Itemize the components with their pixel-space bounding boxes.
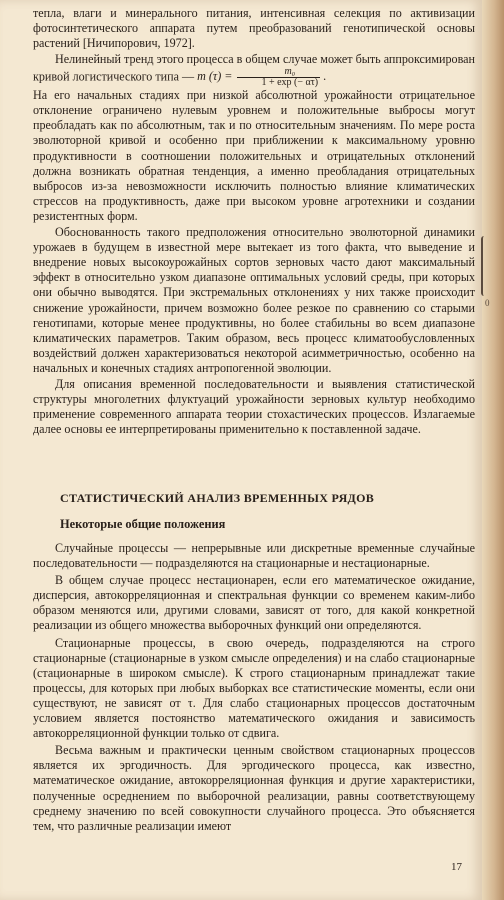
paragraph-text: Нелинейный тренд этого процесса в общем случае может быть аппроксимирован кривой логистического типа — [33,51,475,84]
margin-bracket-mark [481,236,488,296]
page-edge [482,0,504,900]
margin-note: 0 [485,298,490,308]
subsection-title: Некоторые общие положения [60,517,226,531]
bottom-text-block [33,541,475,836]
paragraph: Обоснованность такого предположения относительно эволюторной динамики урожаев в будущем в известной мере вытекает из того факта, что выведение и внедрение новых высокоурожайных сортов зерновых часто дают максимальный эффект в относительно узком диапазоне оптимальных условий среды, при которых они обычно выводятся. При экстремальных отклонениях у них также происходит снижение урожайности, причем возможно более резкое по сравнению со старыми генотипами, которые менее продуктивны, но более стабильны во всем диапазоне климатических параметров. Таким образом, весь процесс климатообусловленных воздействий должен характеризоваться некоторой асимметричностью, особенно на начальных и конечных стадиях антропогенной эволюции. [33,224,475,376]
paragraph: тепла, влаги и минерального питания, интенсивная селекция по активизации фотосинтетического аппарата путем преобразований генотипической основы растений [Ничипорович, 1972]. [33,6,475,51]
paragraph: Весьма важным и практически ценным свойством стационарных процессов является их эргодичность. Для эргодического процесса, как известно, математическое ожидание, автокорреляционная функция и другие характеристики, полученные осреднением по выборочной реализации, равны соответствующему среднему значению по всей совокупности случайного процесса. Это объясняется тем, что различные реализации имеют [33,743,475,833]
formula-numerator: m₀ [237,67,320,78]
paragraph-with-formula [33,52,475,88]
paragraph: На его начальных стадиях при низкой абсолютной урожайности отрицательное отклонение ограничено нулевым уровнем и положительные выбросы могут преобладать как по абсолютным, так и по относительным значениям. По мере роста эволюторной кривой и особенно при приближении к максимальному уровню продуктивности в соотношении положительных и отрицательных отклонений должна возникать обратная тенденция, а именно преобладания отрицательных выбросов из-за невозможности исключить полностью влияние климатических стрессов на продуктивность, даже при высоком уровне агротехники и создании резистентных форм. [33,87,475,224]
paragraph: Случайные процессы — непрерывные или дискретные временные случайные последовательности — подразделяются на стационарные и нестационарные. [33,541,475,571]
logistic-formula [197,65,327,88]
paragraph: Для описания временной последовательности и выявления статистической структуры многолетних флуктуаций урожайности зерновых культур необходимо применение современного аппарата теории стохастических процессов. Излагаемые далее основы ее интерпретированы применительно к поставленной задаче. [33,376,475,437]
section-title: СТАТИСТИЧЕСКИЙ АНАЛИЗ ВРЕМЕННЫХ РЯДОВ [60,491,375,505]
formula-denominator: 1 + exp (− ατ) [261,76,319,88]
formula-lhs: m (τ) = [197,69,233,84]
top-text-block [33,6,475,437]
paragraph: Стационарные процессы, в свою очередь, подразделяются на строго стационарные (стационарные в узком смысле определения) и на слабо стационарные (стационарные в широком смысле). К строго стационарным принадлежат такие процессы, для которых при любых выборках все статистические моменты, если они существуют, не зависят от τ. Для слабо стационарных процессов достаточным условием является постоянство математического ожидания и зависимость автокорреляционной функции только от сдвига. [33,635,475,741]
formula-fraction [237,67,320,88]
paragraph: В общем случае процесс нестационарен, если его математическое ожидание, дисперсия, автокорреляционная и спектральная функции со временем каким-либо образом меняются или, другими словами, зависят от того, для какой конкретной реализации из общего множества выборочных функций они определяются. [33,573,475,633]
formula-trail: . [323,69,327,84]
page-number: 17 [451,861,462,873]
